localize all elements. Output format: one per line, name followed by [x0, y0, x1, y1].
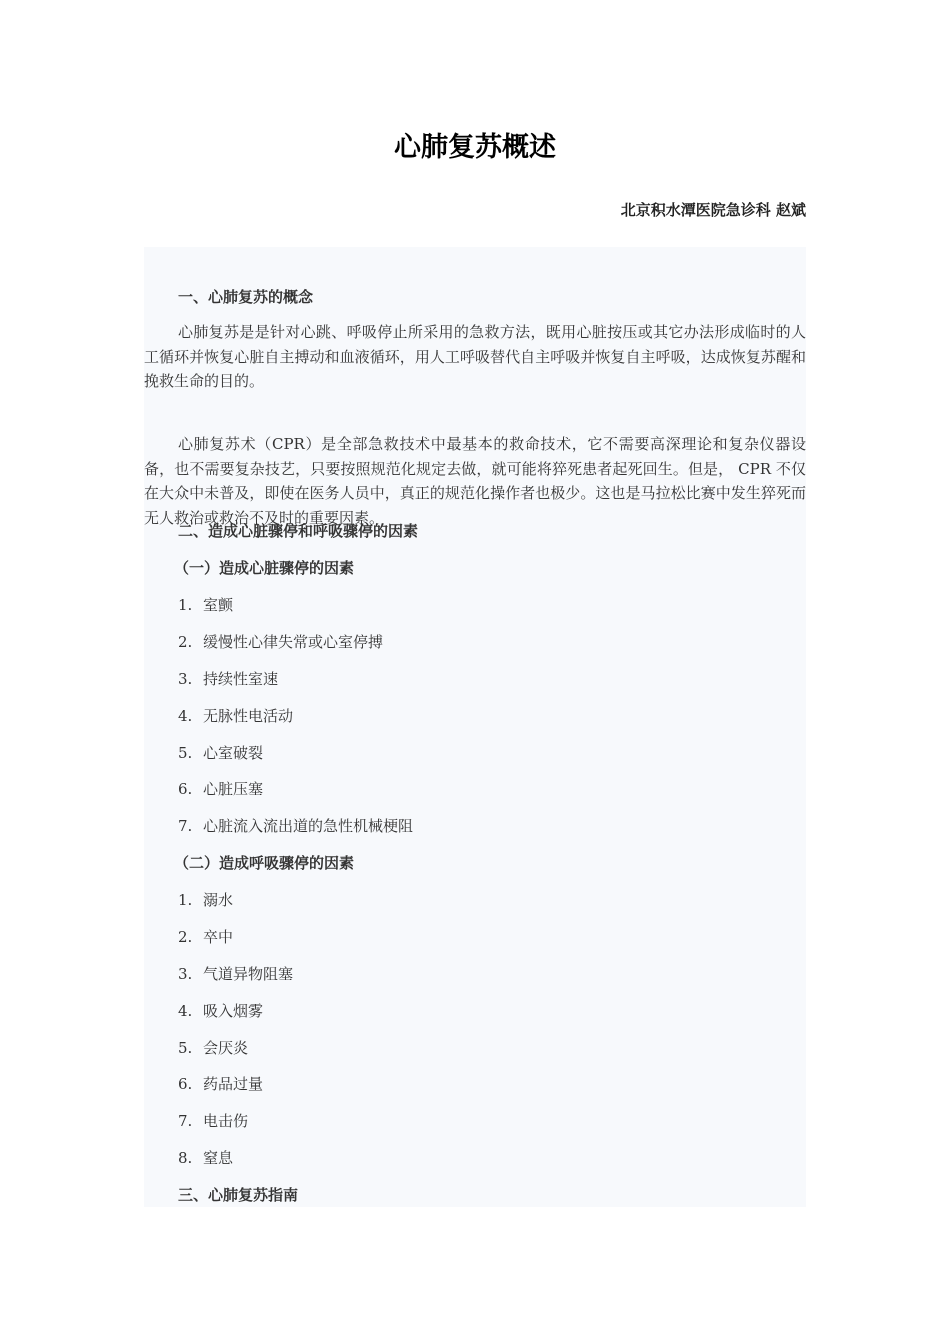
section-1-paragraph-2: 心肺复苏术（CPR）是全部急救技术中最基本的救命技术，它不需要高深理论和复杂仪器设备，也不需要复杂技艺，只要按照规范化规定去做，就可能将猝死患者起死回生。但是， CPR 不仅在大众中未普及，即使在医务人员中，真正的规范化操作者也极少。这也是马拉松比赛中发生猝死而无人救治或救治不及时的重要因素。 [144, 435, 806, 527]
list-item: 8. 窒息 [178, 1149, 234, 1167]
cardiac-causes-heading: （一）造成心脏骤停的因素 [174, 559, 355, 577]
section-3-heading: 三、心肺复苏指南 [178, 1186, 299, 1204]
section-1-paragraph-1: 心肺复苏是是针对心跳、呼吸停止所采用的急救方法，既用心脏按压或其它办法形成临时的人工循环并恢复心脏自主搏动和血液循环，用人工呼吸替代自主呼吸并恢复自主呼吸，达成恢复苏醒和挽救生命的目的。 [144, 323, 806, 390]
list-item: 6. 药品过量 [178, 1075, 264, 1093]
list-item: 5. 会厌炎 [178, 1039, 249, 1057]
respiratory-causes-heading: （二）造成呼吸骤停的因素 [174, 854, 355, 872]
list-item: 4. 吸入烟雾 [178, 1002, 264, 1020]
list-item: 6. 心脏压塞 [178, 780, 264, 798]
author-line: 北京积水潭医院急诊科 赵斌 [620, 201, 806, 219]
list-item: 7. 电击伤 [178, 1112, 249, 1130]
list-item: 2. 缓慢性心律失常或心室停搏 [178, 633, 384, 651]
section-1-heading: 一、心肺复苏的概念 [178, 288, 314, 306]
list-item: 1. 室颤 [178, 596, 234, 614]
list-item: 3. 持续性室速 [178, 670, 279, 688]
list-item: 2. 卒中 [178, 928, 234, 946]
list-item: 7. 心脏流入流出道的急性机械梗阻 [178, 817, 414, 835]
list-item: 3. 气道异物阻塞 [178, 965, 294, 983]
section-2-heading: 二、造成心脏骤停和呼吸骤停的因素 [178, 522, 419, 540]
list-item: 5. 心室破裂 [178, 744, 264, 762]
page-title: 心肺复苏概述 [394, 132, 556, 163]
article-body [144, 247, 806, 1207]
list-item: 4. 无脉性电活动 [178, 707, 294, 725]
list-item: 1. 溺水 [178, 891, 234, 909]
